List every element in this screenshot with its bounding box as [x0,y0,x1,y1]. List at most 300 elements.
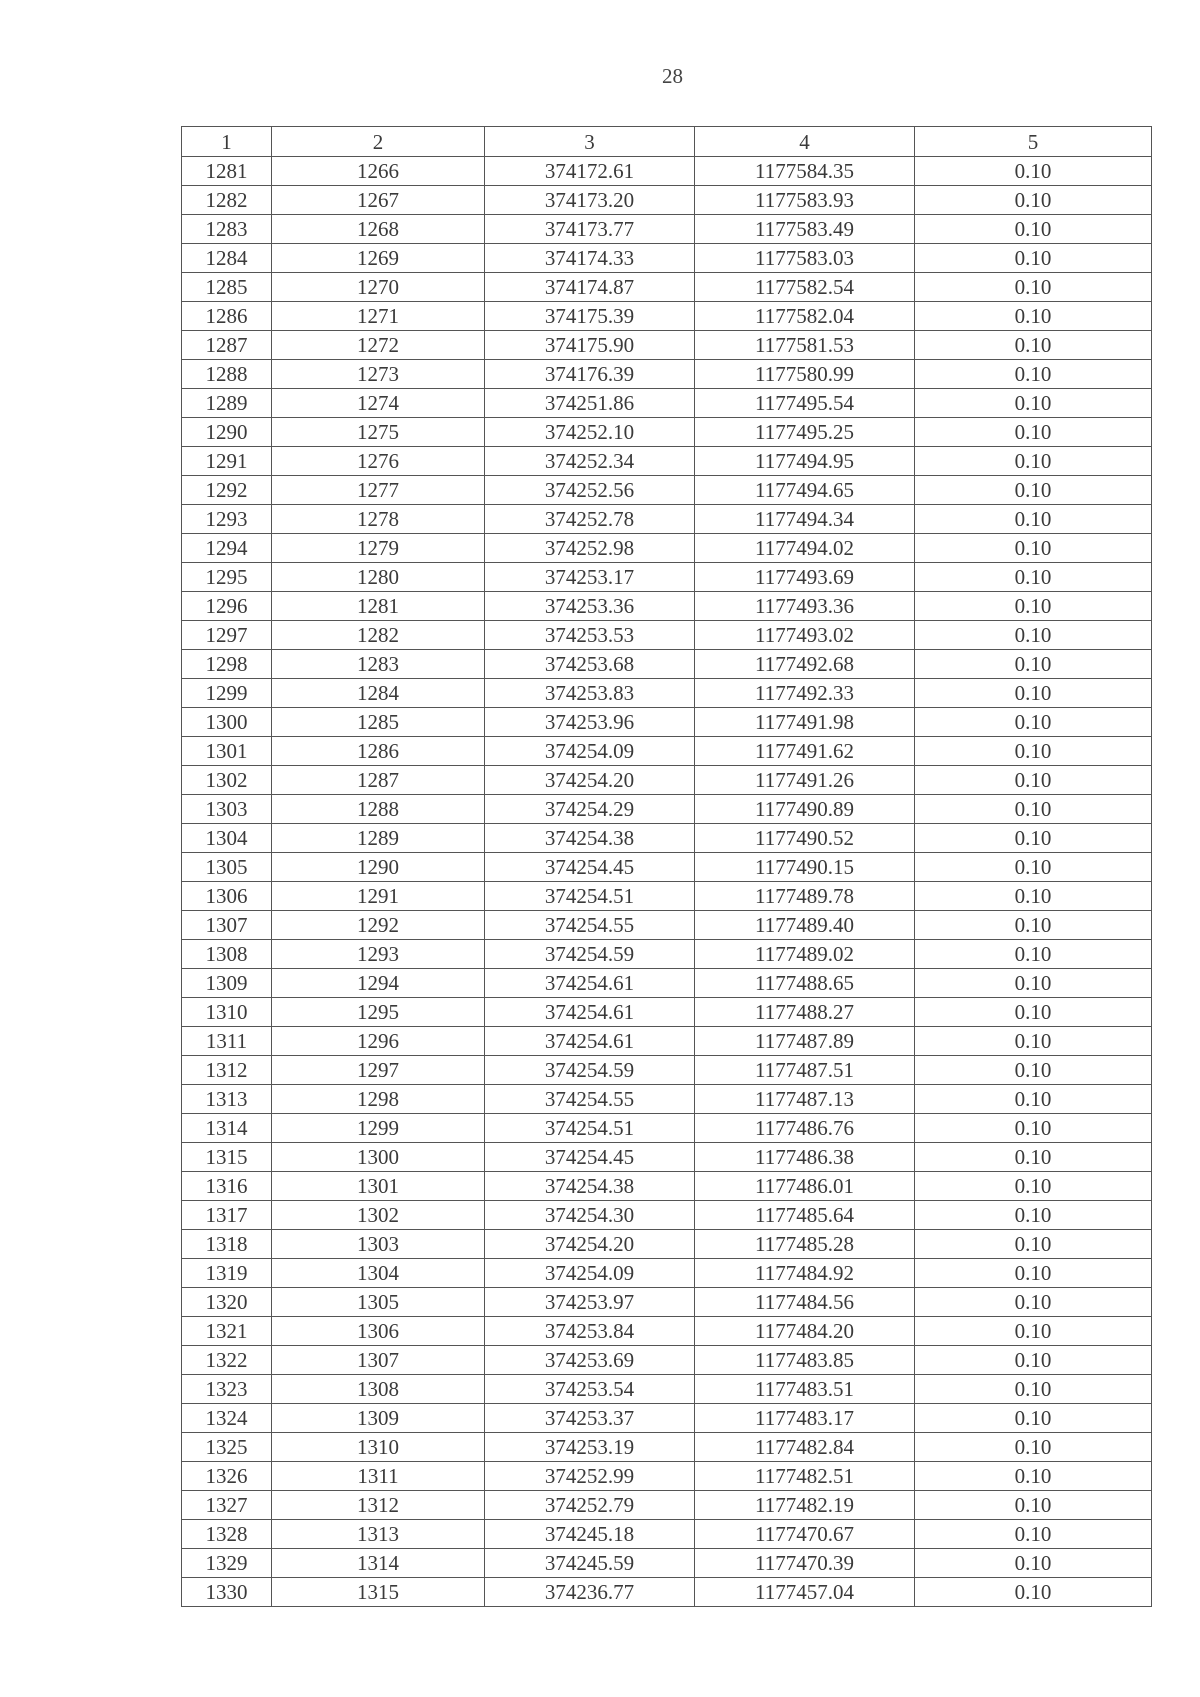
table-cell: 1177457.04 [695,1578,915,1607]
table-cell: 1177484.92 [695,1259,915,1288]
table-cell: 374175.90 [485,331,695,360]
table-cell: 1291 [272,882,485,911]
table-cell: 374254.30 [485,1201,695,1230]
table-cell: 0.10 [915,969,1152,998]
table-cell: 1177485.64 [695,1201,915,1230]
table-cell: 1177492.33 [695,679,915,708]
table-cell: 0.10 [915,737,1152,766]
table-cell: 1297 [272,1056,485,1085]
table-row [182,302,1152,331]
table-row [182,998,1152,1027]
table-cell: 374253.68 [485,650,695,679]
table-row [182,795,1152,824]
table-cell: 1285 [272,708,485,737]
table-cell: 374253.83 [485,679,695,708]
table-cell: 1298 [272,1085,485,1114]
table-cell: 1283 [272,650,485,679]
table-cell: 0.10 [915,389,1152,418]
table-cell: 1177486.01 [695,1172,915,1201]
table-row [182,1404,1152,1433]
table-cell: 374236.77 [485,1578,695,1607]
table-cell: 1295 [182,563,272,592]
table-row [182,215,1152,244]
table-cell: 1312 [272,1491,485,1520]
table-row [182,592,1152,621]
table-cell: 1293 [272,940,485,969]
table-cell: 1177482.84 [695,1433,915,1462]
table-cell: 0.10 [915,940,1152,969]
table-cell: 374254.61 [485,969,695,998]
table-cell: 374253.96 [485,708,695,737]
table-cell: 1294 [272,969,485,998]
table-cell: 1288 [182,360,272,389]
table-cell: 0.10 [915,1346,1152,1375]
table-cell: 0.10 [915,679,1152,708]
table-row [182,1230,1152,1259]
table-cell: 374245.18 [485,1520,695,1549]
table-cell: 1306 [272,1317,485,1346]
table-cell: 0.10 [915,273,1152,302]
table-cell: 374254.38 [485,1172,695,1201]
table-cell: 0.10 [915,215,1152,244]
table-row [182,186,1152,215]
table-cell: 1305 [182,853,272,882]
table-cell: 1296 [182,592,272,621]
table-cell: 1318 [182,1230,272,1259]
table-cell: 0.10 [915,331,1152,360]
table-cell: 374253.36 [485,592,695,621]
table-cell: 374253.19 [485,1433,695,1462]
table-row [182,1172,1152,1201]
table-cell: 1327 [182,1491,272,1520]
table-cell: 1177485.28 [695,1230,915,1259]
table-cell: 1177490.89 [695,795,915,824]
table-cell: 0.10 [915,1172,1152,1201]
table-cell: 0.10 [915,1259,1152,1288]
table-cell: 1177493.02 [695,621,915,650]
table-row [182,1491,1152,1520]
table-row [182,1549,1152,1578]
table-row [182,969,1152,998]
table-cell: 1270 [272,273,485,302]
table-cell: 1311 [182,1027,272,1056]
table-cell: 1177470.39 [695,1549,915,1578]
table-cell: 1313 [182,1085,272,1114]
table-cell: 374254.59 [485,1056,695,1085]
table-cell: 1316 [182,1172,272,1201]
table-cell: 0.10 [915,708,1152,737]
table-row [182,1259,1152,1288]
table-cell: 0.10 [915,1201,1152,1230]
table-cell: 0.10 [915,1114,1152,1143]
table-cell: 1177583.93 [695,186,915,215]
table-row [182,882,1152,911]
table-cell: 1177582.04 [695,302,915,331]
table-cell: 1308 [272,1375,485,1404]
table-cell: 0.10 [915,1404,1152,1433]
table-cell: 1310 [182,998,272,1027]
table-cell: 1281 [272,592,485,621]
table-cell: 374253.97 [485,1288,695,1317]
table-cell: 1273 [272,360,485,389]
table-row [182,621,1152,650]
table-cell: 0.10 [915,1491,1152,1520]
table-cell: 1310 [272,1433,485,1462]
table-cell: 1177494.02 [695,534,915,563]
table-cell: 1321 [182,1317,272,1346]
table-cell: 0.10 [915,302,1152,331]
column-header: 5 [915,127,1152,157]
table-cell: 1266 [272,157,485,186]
table-cell: 0.10 [915,360,1152,389]
table-cell: 374173.77 [485,215,695,244]
table-row [182,737,1152,766]
table-cell: 1268 [272,215,485,244]
table-cell: 1291 [182,447,272,476]
table-cell: 374254.55 [485,911,695,940]
table-cell: 374254.09 [485,1259,695,1288]
table-cell: 1315 [182,1143,272,1172]
table-cell: 1177494.34 [695,505,915,534]
table-cell: 1283 [182,215,272,244]
table-cell: 1317 [182,1201,272,1230]
table-cell: 374253.53 [485,621,695,650]
table-cell: 1296 [272,1027,485,1056]
table-cell: 374174.33 [485,244,695,273]
table-row [182,1201,1152,1230]
table-cell: 1177483.17 [695,1404,915,1433]
table-cell: 1275 [272,418,485,447]
table-row [182,563,1152,592]
table-cell: 0.10 [915,505,1152,534]
table-cell: 1303 [182,795,272,824]
table-row [182,447,1152,476]
table-cell: 0.10 [915,882,1152,911]
table-cell: 1267 [272,186,485,215]
table-cell: 1177489.02 [695,940,915,969]
table-cell: 1177483.51 [695,1375,915,1404]
table-cell: 374252.78 [485,505,695,534]
table-row [182,360,1152,389]
table-cell: 0.10 [915,1056,1152,1085]
table-cell: 374254.20 [485,1230,695,1259]
table-row [182,157,1152,186]
table-cell: 374174.87 [485,273,695,302]
table-cell: 1177491.26 [695,766,915,795]
table-cell: 0.10 [915,1027,1152,1056]
table-cell: 374252.10 [485,418,695,447]
table-cell: 1177483.85 [695,1346,915,1375]
table-cell: 1177583.49 [695,215,915,244]
table-row [182,1375,1152,1404]
table-cell: 1274 [272,389,485,418]
table-cell: 1313 [272,1520,485,1549]
table-cell: 1272 [272,331,485,360]
table-row [182,1462,1152,1491]
table-cell: 0.10 [915,621,1152,650]
table-cell: 1177486.76 [695,1114,915,1143]
table-cell: 1295 [272,998,485,1027]
table-cell: 1177495.54 [695,389,915,418]
table-cell: 374254.51 [485,1114,695,1143]
table-row [182,650,1152,679]
table-cell: 1177489.78 [695,882,915,911]
table-row [182,1317,1152,1346]
table-cell: 1325 [182,1433,272,1462]
table-row [182,476,1152,505]
table-cell: 1326 [182,1462,272,1491]
table-cell: 1304 [182,824,272,853]
table-cell: 1311 [272,1462,485,1491]
column-header: 2 [272,127,485,157]
table-cell: 1284 [272,679,485,708]
table-row [182,505,1152,534]
table-cell: 1177583.03 [695,244,915,273]
table-row [182,1056,1152,1085]
table-cell: 374254.38 [485,824,695,853]
table-cell: 0.10 [915,650,1152,679]
table-cell: 1284 [182,244,272,273]
table-cell: 374254.45 [485,1143,695,1172]
table-cell: 1177488.27 [695,998,915,1027]
table-cell: 1328 [182,1520,272,1549]
table-cell: 0.10 [915,1549,1152,1578]
table-cell: 1324 [182,1404,272,1433]
table-cell: 1177581.53 [695,331,915,360]
table-cell: 1278 [272,505,485,534]
table-cell: 1289 [272,824,485,853]
table-cell: 1282 [182,186,272,215]
table-cell: 1309 [182,969,272,998]
table-row [182,1520,1152,1549]
table-cell: 1177486.38 [695,1143,915,1172]
table-cell: 0.10 [915,1143,1152,1172]
table-cell: 1290 [182,418,272,447]
table-row [182,1143,1152,1172]
table-cell: 1177489.40 [695,911,915,940]
table-cell: 1177584.35 [695,157,915,186]
column-header: 4 [695,127,915,157]
column-header: 1 [182,127,272,157]
table-cell: 374245.59 [485,1549,695,1578]
table-cell: 374253.84 [485,1317,695,1346]
table-cell: 1177482.51 [695,1462,915,1491]
table-cell: 0.10 [915,563,1152,592]
table-cell: 0.10 [915,911,1152,940]
table-cell: 0.10 [915,447,1152,476]
table-cell: 374253.17 [485,563,695,592]
table-cell: 1308 [182,940,272,969]
table-cell: 1286 [182,302,272,331]
table-row [182,708,1152,737]
table-cell: 374254.61 [485,998,695,1027]
table-cell: 1287 [182,331,272,360]
table-cell: 1309 [272,1404,485,1433]
table-cell: 374252.99 [485,1462,695,1491]
page-number: 28 [662,64,683,88]
table-cell: 1281 [182,157,272,186]
table-cell: 0.10 [915,998,1152,1027]
table-cell: 1289 [182,389,272,418]
table-cell: 1276 [272,447,485,476]
table-cell: 1330 [182,1578,272,1607]
table-cell: 374253.37 [485,1404,695,1433]
table-cell: 1301 [182,737,272,766]
table-cell: 1288 [272,795,485,824]
table-cell: 374254.59 [485,940,695,969]
table-cell: 0.10 [915,476,1152,505]
table-cell: 0.10 [915,157,1152,186]
table-cell: 1287 [272,766,485,795]
table-cell: 1279 [272,534,485,563]
table-cell: 1293 [182,505,272,534]
table-cell: 1177493.69 [695,563,915,592]
table-row [182,418,1152,447]
table-row [182,911,1152,940]
table-cell: 1305 [272,1288,485,1317]
table-cell: 374252.56 [485,476,695,505]
table-cell: 1177494.65 [695,476,915,505]
table-cell: 1302 [182,766,272,795]
table-row [182,1346,1152,1375]
table-cell: 1315 [272,1578,485,1607]
table-cell: 1300 [182,708,272,737]
table-cell: 1282 [272,621,485,650]
table-cell: 374254.20 [485,766,695,795]
table-cell: 1307 [272,1346,485,1375]
table-cell: 1302 [272,1201,485,1230]
table-cell: 0.10 [915,1462,1152,1491]
table-cell: 1271 [272,302,485,331]
table-cell: 1177487.89 [695,1027,915,1056]
table-cell: 1177494.95 [695,447,915,476]
table-cell: 374173.20 [485,186,695,215]
table-cell: 1323 [182,1375,272,1404]
table-cell: 0.10 [915,766,1152,795]
table-cell: 0.10 [915,186,1152,215]
table-cell: 0.10 [915,1230,1152,1259]
table-cell: 1269 [272,244,485,273]
table-cell: 374252.34 [485,447,695,476]
table-cell: 1280 [272,563,485,592]
table-cell: 1177482.19 [695,1491,915,1520]
table-cell: 1177484.56 [695,1288,915,1317]
table-cell: 1301 [272,1172,485,1201]
table-cell: 1177487.51 [695,1056,915,1085]
table-cell: 1314 [182,1114,272,1143]
table-row [182,853,1152,882]
table-cell: 1290 [272,853,485,882]
table-cell: 0.10 [915,824,1152,853]
table-cell: 1303 [272,1230,485,1259]
table-row [182,1114,1152,1143]
table-row [182,1288,1152,1317]
table-cell: 1312 [182,1056,272,1085]
table-row [182,766,1152,795]
table-cell: 374176.39 [485,360,695,389]
table-row [182,940,1152,969]
table-cell: 0.10 [915,418,1152,447]
table-cell: 0.10 [915,592,1152,621]
table-cell: 0.10 [915,534,1152,563]
table-cell: 374254.61 [485,1027,695,1056]
table-cell: 374254.55 [485,1085,695,1114]
table-cell: 0.10 [915,795,1152,824]
table-cell: 1177492.68 [695,650,915,679]
table-cell: 1177493.36 [695,592,915,621]
table-cell: 1294 [182,534,272,563]
table-cell: 0.10 [915,1520,1152,1549]
table-cell: 1299 [182,679,272,708]
table-cell: 1297 [182,621,272,650]
table-cell: 1306 [182,882,272,911]
table-cell: 1314 [272,1549,485,1578]
table-cell: 0.10 [915,1317,1152,1346]
table-cell: 1307 [182,911,272,940]
table-cell: 0.10 [915,1085,1152,1114]
table-cell: 0.10 [915,244,1152,273]
table-cell: 1299 [272,1114,485,1143]
table-cell: 374252.79 [485,1491,695,1520]
table-cell: 1177582.54 [695,273,915,302]
table-body [182,157,1152,1607]
table-row [182,244,1152,273]
table-cell: 1292 [182,476,272,505]
table-cell: 1277 [272,476,485,505]
coordinates-table [181,126,1152,1607]
table-cell: 1177491.98 [695,708,915,737]
table-cell: 374254.29 [485,795,695,824]
table-cell: 1285 [182,273,272,302]
table-cell: 1292 [272,911,485,940]
table-cell: 1177488.65 [695,969,915,998]
table-cell: 0.10 [915,1375,1152,1404]
table-cell: 374175.39 [485,302,695,331]
table-cell: 1177490.15 [695,853,915,882]
table-cell: 0.10 [915,1433,1152,1462]
table-cell: 374254.09 [485,737,695,766]
table-row [182,1578,1152,1607]
table-row [182,1085,1152,1114]
table-cell: 1177491.62 [695,737,915,766]
table-cell: 1322 [182,1346,272,1375]
table-row [182,273,1152,302]
column-header: 3 [485,127,695,157]
table-cell: 0.10 [915,1578,1152,1607]
table-cell: 1177495.25 [695,418,915,447]
table-cell: 1177484.20 [695,1317,915,1346]
table-row [182,679,1152,708]
table-cell: 374251.86 [485,389,695,418]
table-row [182,534,1152,563]
table-cell: 1177487.13 [695,1085,915,1114]
table-cell: 0.10 [915,1288,1152,1317]
table-cell: 374172.61 [485,157,695,186]
table-row [182,824,1152,853]
table-row [182,1433,1152,1462]
table-cell: 374253.69 [485,1346,695,1375]
table-row [182,389,1152,418]
table-cell: 1300 [272,1143,485,1172]
table-cell: 1177580.99 [695,360,915,389]
table-cell: 1177470.67 [695,1520,915,1549]
table-cell: 1319 [182,1259,272,1288]
table-cell: 374254.45 [485,853,695,882]
table-cell: 0.10 [915,853,1152,882]
table-cell: 374253.54 [485,1375,695,1404]
table-cell: 1177490.52 [695,824,915,853]
table-row [182,331,1152,360]
